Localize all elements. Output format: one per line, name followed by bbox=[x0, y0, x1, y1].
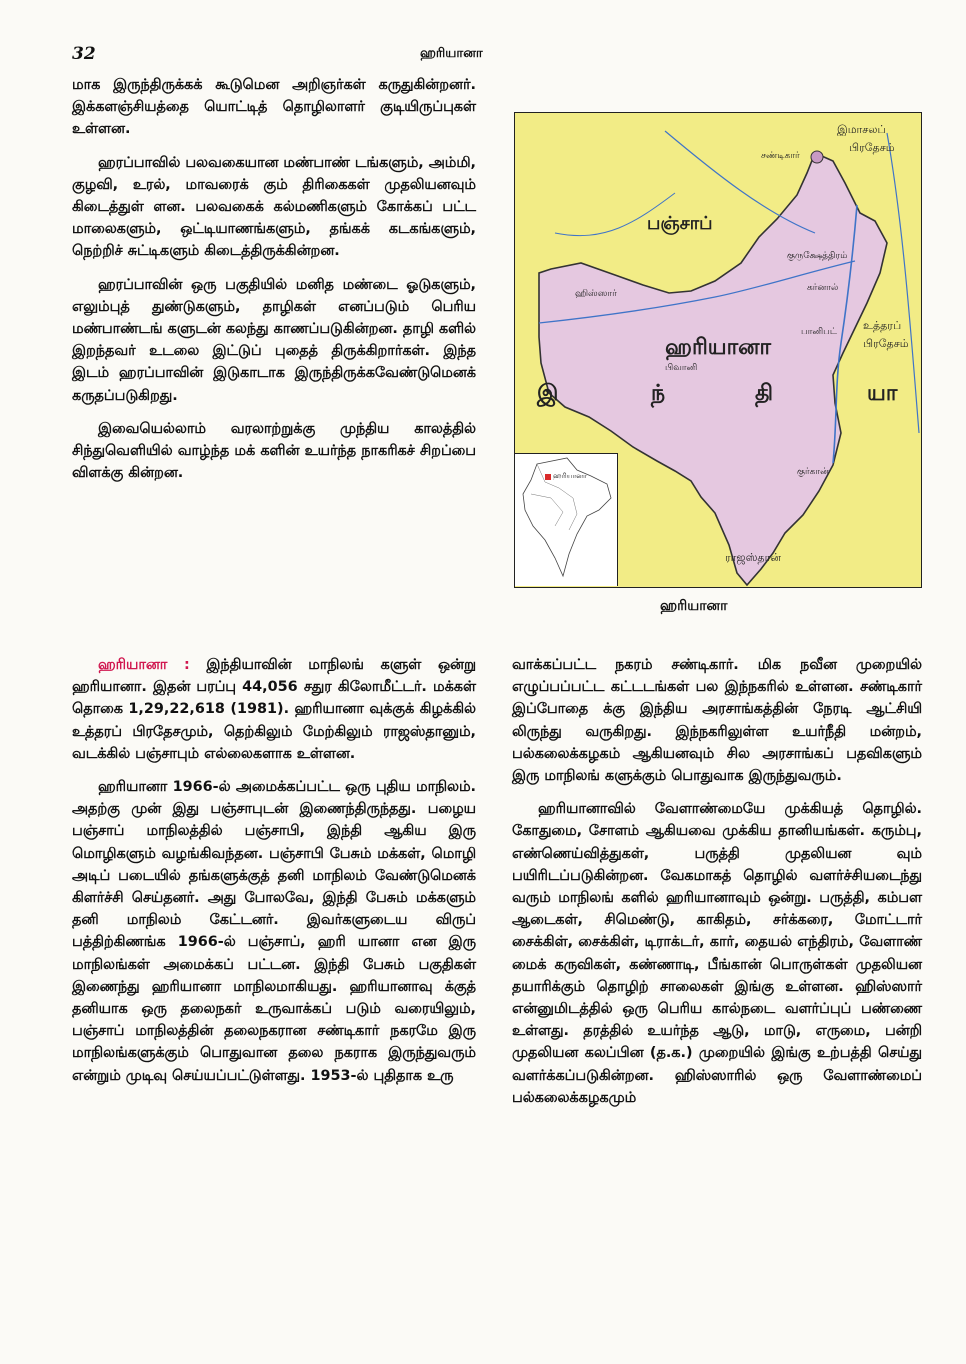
inset-label: ஹரியானா bbox=[553, 472, 587, 480]
label-chandigarh: சண்டிகார் bbox=[761, 151, 800, 161]
label-punjab: பஞ்சாப் bbox=[647, 213, 713, 234]
paragraph: ஹரப்பாவில் பலவகையான மண்பாண் டங்களும், அம்மி, குழவி, உரல், மாவரைக் கும் திரிகைகள் முதலியனவும் கிடைத்துள் ளன. பலவகைக் கல்மணிகளும் கோக்கப் பட்ட மாலைகளும், ஒட்டியாணங்களும், தங்கக் கடகங்களும், நெற்றிச் சுட்டிகளும் கிடைத்திருக்கின்றன. bbox=[72, 154, 476, 260]
label-rajasthan: ராஜஸ்தான் bbox=[725, 551, 781, 564]
map-caption: ஹரியானா bbox=[660, 598, 728, 614]
label-kurukshetra: குருக்ஷேத்திரம் bbox=[787, 251, 848, 261]
section-intro-paragraph bbox=[72, 654, 476, 765]
page-header bbox=[0, 44, 966, 68]
paragraph: ஹரப்பாவின் ஒரு பகுதியில் மனித மண்டை ஓடுகளும், எலும்புத் துண்டுகளும், தாழிகள் எனப்படும் பெரிய மண்பாண்டங் களுடன் கலந்து காணப்படுகின்றன. தாழி களில் இறந்தவர் உடலை இட்டுப் புதைத் திருக்கிறார்கள். இந்த இடம் ஹரப்பாவின் இடுகாடாக இருந்திருக்கவேண்டுமெனக் கருதப்படுகிறது. bbox=[72, 276, 476, 404]
label-hisar-top: ஹிஸ்ஸார் bbox=[575, 289, 617, 299]
haryana-inset-marker bbox=[545, 474, 551, 480]
label-karnal: கர்னால் bbox=[807, 283, 839, 293]
paragraph: மாக இருந்திருக்கக் கூடுமென அறிஞர்கள் கருதுகின்றனர். இக்களஞ்சியத்தை யொட்டித் தொழிலாளர் குடியிருப்புகள் உள்ளன. bbox=[72, 77, 476, 138]
label-india-2: ந் bbox=[651, 381, 666, 406]
chandigarh-marker bbox=[811, 151, 823, 163]
label-india-3: தி bbox=[755, 381, 774, 406]
running-head: ஹரியானா bbox=[420, 46, 483, 61]
paragraph-text: இந்தியாவின் மாநிலங் களுள் ஒன்று ஹரியானா. இதன் பரப்பு 44,056 சதுர கிலோமீட்டர். மக்கள் தொகை 1,29,22,618 (1981). ஹரியானா வுக்குக் கிழக்கில் உத்தரப் பிரதேசமும், தெற்கிலும் மேற்கிலும் ராஜஸ்தானும், வடக்கில் பஞ்சாபும் எல்லைகளாக உள்ளன. bbox=[72, 657, 476, 762]
india-inset-map bbox=[515, 453, 618, 586]
label-panipat: பானிபட் bbox=[801, 327, 838, 337]
paragraph: வாக்கப்பட்ட நகரம் சண்டிகார். மிக நவீன முறையில் எழுப்பப்பட்ட கட்டடங்கள் பல இந்நகரில் உள்ளன. சண்டிகார் இப்போதை க்கு இந்திய அரசாங்கத்தின் நேரடி ஆட்சியி லிருந்து வருகிறது. இந்நகரிலுள்ள உயர்நீதி மன்றம், பல்கலைக்கழகம் ஆகியனவும் சில அரசாங்கப் பதவிகளும் இரு மாநிலங் களுக்கும் பொதுவாக இருந்துவரும். bbox=[512, 657, 922, 785]
label-bhiwani: பிவானி bbox=[665, 363, 698, 373]
section-heading: ஹரியானா : bbox=[98, 657, 190, 673]
page-number: 32 bbox=[72, 44, 96, 64]
paragraph: ஹரியானாவில் வேளாண்மையே முக்கியத் தொழில். கோதுமை, சோளம் ஆகியவை முக்கிய தானியங்கள். கரும்பு, எண்ணெய்வித்துகள், பருத்தி முதலியன வும் பயிரிடப்படுகின்றன. வேகமாகத் தொழில் வளர்ச்சியடைந்து வரும் மாநிலங் களில் ஹரியானாவும் ஒன்று. பருத்தி, கம்பள ஆடைகள், சிமெண்டு, காகிதம், சர்க்கரை, மோட்டார் சைக்கிள், சைக்கிள், டிராக்டர், கார், தையல் எந்திரம், வேளாண் மைக் கருவிகள், கண்ணாடி, பீங்கான் பொருள்கள் முதலியன தயாரிக்கும் தொழிற் சாலைகள் இங்கு உள்ளன. ஹிஸ்ஸார் என்னுமிடத்தில் ஒரு பெரிய கால்நடை வளர்ப்புப் பண்ணை உள்ளது. தரத்தில் உயர்ந்த ஆடு, மாடு, எருமை, பன்றி முதலியன கலப்பின (த.க.) முறையில் இங்கு உற்பத்தி செய்து வளர்க்கப்படுகின்றன. ஹிஸ்ஸாரில் ஒரு வேளாண்மைப் பல்கலைக்கழகமும் bbox=[512, 801, 922, 1106]
label-himachal: இமாசலப் bbox=[837, 123, 886, 136]
haryana-map bbox=[514, 112, 922, 588]
label-india-1: இ bbox=[537, 381, 559, 406]
top-left-column bbox=[72, 74, 476, 495]
label-gurgaon: குர்கான் bbox=[797, 467, 829, 477]
paragraph: ஹரியானா 1966-ல் அமைக்கப்பட்ட ஒரு புதிய மாநிலம். அதற்கு முன் இது பஞ்சாபுடன் இணைந்திருந்தது. பழைய பஞ்சாப் மாநிலத்தில் பஞ்சாபி, இந்தி ஆகிய இரு மொழிகளும் வழங்கிவந்தன. பஞ்சாபி பேசும் மக்கள், மொழி அடிப் படையில் தங்களுக்குத் தனி மாநிலம் வேண்டுமெனக் கிளர்ச்சி செய்தனர். அது போலவே, இந்தி பேசும் மக்களும் தனி மாநிலம் கேட்டனர். இவர்களுடைய விருப் பத்திற்கிணங்க 1966-ல் பஞ்சாப், ஹரி யானா என இரு மாநிலங்கள் அமைக்கப் பட்டன. இந்தி பேசும் பகுதிகள் இணைந்து ஹரியானா மாநிலமாகியது. ஹரியானாவு க்குத் தனியாக ஒரு தலைநகர் உருவாக்கப் படும் வரையிலும், பஞ்சாப் மாநிலத்தின் தலைநகரான சண்டிகார் நகரமே இரு மாநிலங்களுக்கும் பொதுவான தலை நகராக இருந்துவரும் என்றும் முடிவு செய்யப்பட்டுள்ளது. 1953-ல் புதிதாக உரு bbox=[72, 779, 476, 1084]
label-himachal-2: பிரதேசம் bbox=[849, 141, 895, 154]
bottom-right-column bbox=[512, 654, 922, 1120]
label-uttar: உத்தரப் bbox=[863, 319, 902, 332]
paragraph: இவையெல்லாம் வரலாற்றுக்கு முந்திய காலத்தில் சிந்துவெளியில் வாழ்ந்த மக் களின் உயர்ந்த நாகரிகச் சிறப்பை விளக்கு கின்றன. bbox=[72, 420, 476, 482]
label-india-4: யா bbox=[867, 381, 898, 406]
label-uttar-2: பிரதேசம் bbox=[863, 337, 909, 350]
bottom-left-column bbox=[72, 654, 476, 1098]
label-haryana: ஹரியானா bbox=[665, 335, 771, 360]
